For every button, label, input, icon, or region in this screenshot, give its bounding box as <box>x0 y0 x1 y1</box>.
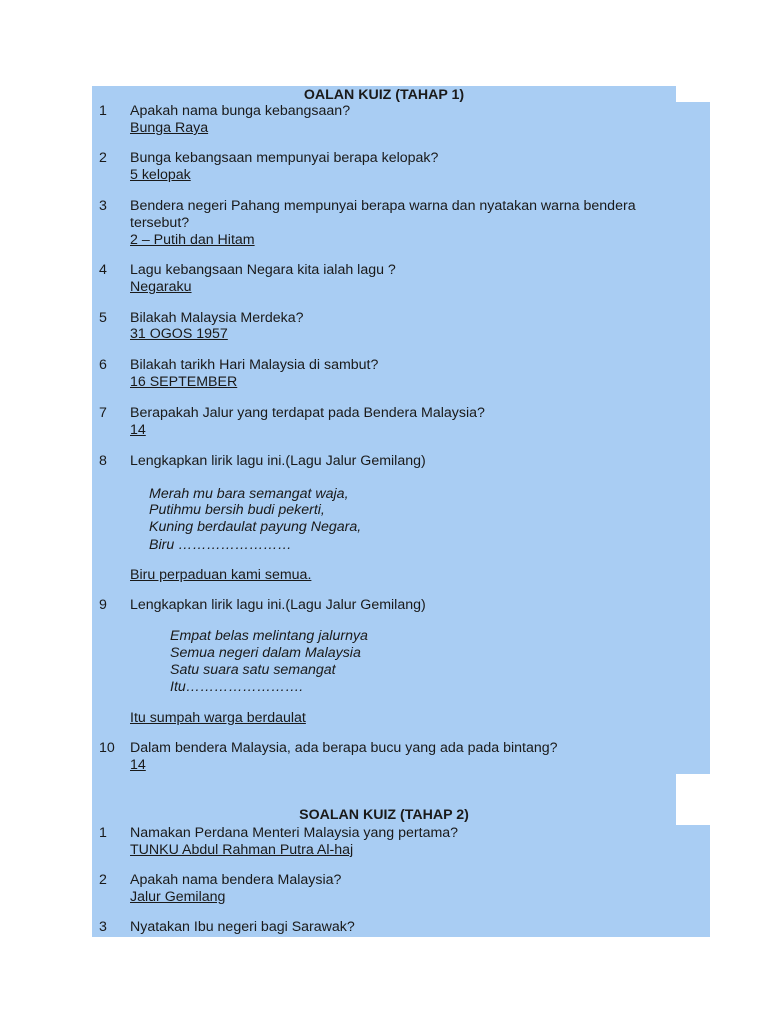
question-number: 3 <box>99 919 107 935</box>
question-number: 7 <box>99 405 107 421</box>
question-number: 1 <box>99 103 107 119</box>
lyric-line: Semua negeri dalam Malaysia <box>170 645 361 661</box>
lyric-line: Kuning berdaulat payung Negara, <box>149 519 362 535</box>
lyric-line: Merah mu bara semangat waja, <box>149 486 349 502</box>
question-text: Bunga kebangsaan mempunyai berapa kelopak? <box>130 150 439 166</box>
question-number: 10 <box>99 740 115 756</box>
answer-text: Jalur Gemilang <box>130 889 226 905</box>
question-number: 9 <box>99 597 107 613</box>
question-text-continued: tersebut? <box>130 215 190 231</box>
answer-text: Biru perpaduan kami semua. <box>130 567 312 583</box>
question-number: 1 <box>99 825 107 841</box>
question-text: Apakah nama bendera Malaysia? <box>130 872 342 888</box>
section-2-title: SOALAN KUIZ (TAHAP 2) <box>299 807 469 823</box>
answer-text: Negaraku <box>130 279 192 295</box>
question-text: Lengkapkan lirik lagu ini.(Lagu Jalur Gemilang) <box>130 453 426 469</box>
question-number: 8 <box>99 453 107 469</box>
answer-text: TUNKU Abdul Rahman Putra Al-haj <box>130 842 354 858</box>
question-text: Bilakah Malaysia Merdeka? <box>130 310 304 326</box>
answer-text: Itu sumpah warga berdaulat <box>130 710 306 726</box>
question-number: 6 <box>99 357 107 373</box>
question-text: Bilakah tarikh Hari Malaysia di sambut? <box>130 357 379 373</box>
question-text: Bendera negeri Pahang mempunyai berapa warna dan nyatakan warna bendera <box>130 198 636 214</box>
answer-text: 14 <box>130 422 146 438</box>
question-number: 2 <box>99 872 107 888</box>
section-1-title: OALAN KUIZ (TAHAP 1) <box>303 87 465 103</box>
answer-text: 2 – Putih dan Hitam <box>130 232 255 248</box>
question-text: Nyatakan Ibu negeri bagi Sarawak? <box>130 919 355 935</box>
lyric-line: Itu……………………. <box>170 679 304 695</box>
question-number: 5 <box>99 310 107 326</box>
lyric-line: Satu suara satu semangat <box>170 662 336 678</box>
answer-text: 16 SEPTEMBER <box>130 374 238 390</box>
lyric-line: Empat belas melintang jalurnya <box>170 628 368 644</box>
question-text: Dalam bendera Malaysia, ada berapa bucu yang ada pada bintang? <box>130 740 558 756</box>
answer-text: Bunga Raya <box>130 120 209 136</box>
question-number: 4 <box>99 262 107 278</box>
question-text: Apakah nama bunga kebangsaan? <box>130 103 351 119</box>
question-number: 3 <box>99 198 107 214</box>
answer-text: 5 kelopak <box>130 167 191 183</box>
answer-text: 31 OGOS 1957 <box>130 326 228 342</box>
question-text: Lagu kebangsaan Negara kita ialah lagu ? <box>130 262 396 278</box>
lyric-line: Biru …………………… <box>149 537 292 553</box>
lyric-line: Putihmu bersih budi pekerti, <box>149 502 325 518</box>
question-text: Berapakah Jalur yang terdapat pada Bendera Malaysia? <box>130 405 485 421</box>
question-text: Namakan Perdana Menteri Malaysia yang pertama? <box>130 825 459 841</box>
answer-text: 14 <box>130 757 146 773</box>
question-number: 2 <box>99 150 107 166</box>
question-text: Lengkapkan lirik lagu ini.(Lagu Jalur Gemilang) <box>130 597 426 613</box>
